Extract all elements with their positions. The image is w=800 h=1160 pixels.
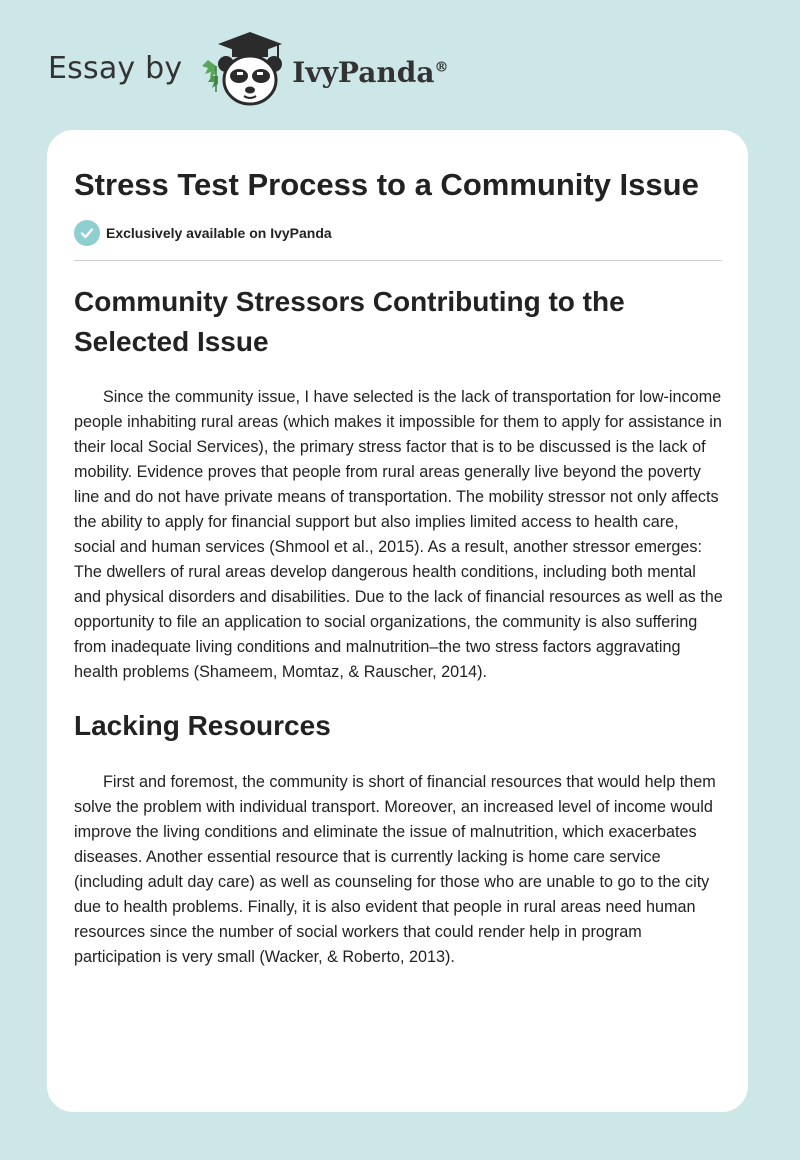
essay-by-label: Essay by	[48, 50, 183, 86]
section-heading-stressors: Community Stressors Contributing to the Selected Issue	[74, 286, 625, 357]
badge-text: Exclusively available on IvyPanda	[106, 225, 332, 241]
panda-face-icon	[218, 56, 282, 104]
article-card	[47, 130, 748, 1112]
page-title: Stress Test Process to a Community Issue	[74, 167, 699, 202]
brand-label: IvyPanda	[292, 55, 435, 89]
ivypanda-logo-icon[interactable]	[196, 30, 288, 110]
site-header	[48, 30, 448, 110]
article-content	[74, 164, 724, 970]
brand-name[interactable]	[292, 56, 448, 89]
section-heading-resources: Lacking Resources	[74, 710, 331, 741]
section-paragraph-resources: First and foremost, the community is short of financial resources that would help them solve the problem with individual transport. Moreover, an increased level of income would improve the living conditions and eliminate the issue of malnutrition, which exacerbates diseases. Another essential resource that is currently lacking is home care service (including adult day care) as well as counseling for those who are unable to go to the city due to health problems. Finally, it is also evident that people in rural areas need human resources since the number of social workers that could render help in program participation is very small (Wacker, & Roberto, 2013).	[74, 773, 716, 966]
exclusive-badge	[74, 220, 724, 246]
section-paragraph-stressors: Since the community issue, I have selected is the lack of transportation for low-income people inhabiting rural areas (which makes it impossible for them to apply for assistance in their local Social Services), the primary stress factor that is to be discussed is the lack of mobility. Evidence proves that people from rural areas generally live beyond the poverty line and do not have private means of transportation. The mobility stressor not only affects the ability to apply for financial support but also implies limited access to health care, social and human services (Shmool et al., 2015). As a result, another stressor emerges: The dwellers of rural areas develop dangerous health conditions, including both mental and physical disorders and disabilities. Due to the lack of financial resources as well as the opportunity to file an application to social organizations, the community is also suffering from inadequate living conditions and malnutrition–the two stress factors aggravating health problems (Shameem, Momtaz, & Rauscher, 2014).	[74, 388, 723, 681]
ivy-leaf-icon	[202, 60, 218, 92]
registered-mark: ®	[434, 59, 449, 76]
check-icon	[74, 220, 100, 246]
divider	[74, 260, 722, 261]
